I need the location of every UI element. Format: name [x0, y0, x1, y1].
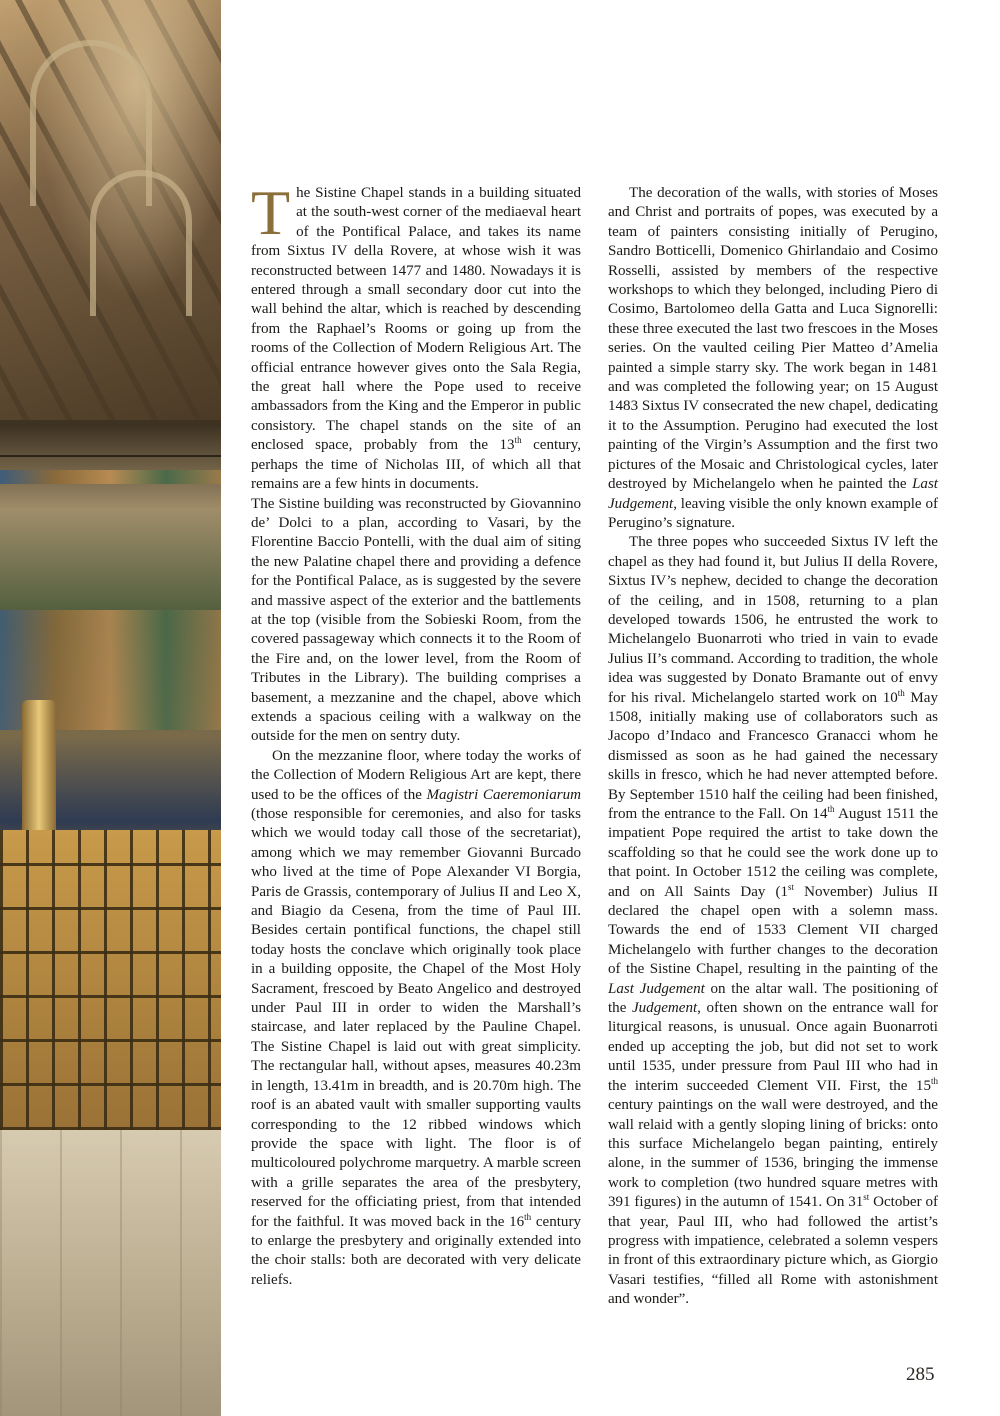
text-run: century to enlarge the presbytery and originally extended into the choir stalls: both are decorated with very delicate reliefs. [251, 1213, 581, 1288]
ordinal-suffix: th [897, 687, 905, 698]
marble-screen-reliefs [0, 1130, 221, 1416]
ordinal-suffix: st [863, 1192, 870, 1203]
text-run: century, perhaps the time of Nicholas III, of which all that remains are a few hints in documents. [251, 437, 581, 493]
ordinal-suffix: th [930, 1075, 938, 1086]
text-run: The three popes who succeeded Sixtus IV left the chapel as they had found it, but Julius II della Rovere, Sixtus IV’s nephew, decided to change the decoration of the ceiling, and in 1508, returning to a plan developed towards 1506, he entrusted the work to Michelangelo Buonarroti who tried in vain to evade Julius II’s command. According to tradition, the whole idea was suggested by Donato Bramante out of envy for his rival. Michelangelo started work on 10 [608, 534, 938, 706]
text-run: The decoration of the walls, with stories of Moses and Christ and portraits of popes, was executed by a team of painters consisting initially of Perugino, Sandro Botticelli, Domenico Ghirlandaio and Cosimo Rosselli, assisted by members of the respective workshops to which they belonged, including Piero di Cosimo, Bartolomeo della Gatta and Luca Signorelli: these three executed the last two frescoes in the Moses series. On the vaulted ceiling Pier Matteo d’Amelia painted a simple starry sky. The work began in 1481 and was completed the following year; on 15 August 1483 Sixtus IV consecrated the new chapel, dedicating it to the Assumption. Perugino had executed the lost painting of the Virgin’s Assumption and the first two pictures of the Mosaic and Christological cycles, later destroyed by Michelangelo when he painted the [608, 185, 938, 493]
paragraph [251, 747, 581, 1290]
paragraph [251, 177, 581, 495]
paragraph [608, 533, 938, 1309]
text-run: November) Julius II declared the chapel open with a solemn mass. Towards the end of 1533 Clement VII charged Michelangelo with further changes to the decoration of the Sistine Chapel, resulting in the painting of the [608, 883, 938, 978]
paragraph [608, 184, 938, 533]
page-number: 285 [906, 1364, 935, 1385]
walkway-railing [0, 455, 221, 457]
ordinal-suffix: th [514, 435, 522, 446]
text-run: , leaving visible the only known example of Perugino’s signature. [608, 495, 938, 531]
text-run: On the mezzanine floor, where today the works of the Collection of Modern Religious Art are kept, there used to be the offices of the [251, 747, 581, 803]
text-column-left [251, 177, 581, 1290]
text-run: (those responsible for ceremonies, and also for tasks which we would today call those of the secretariat), among which we may remember Giovanni Burcado who lived at the time of Pope Alexander VI Borgia, Paris de Grassis, contemporary of Julius II and Leo X, and Biagio da Cesena, from the time of Paul III. Besides certain pontifical functions, the chapel still today hosts the conclave which originally took place in a building opposite, the Chapel of the Most Holy Sacrament, frescoed by Beato Angelico and destroyed under Paul III in order to widen the Marshall’s staircase, and later replaced by the Pauline Chapel. The Sistine Chapel is laid out with great simplicity. The rectangular hall, without apses, measures 40.23m in length, 13.41m in breadth, and is 20.70m high. The roof is an abated vault with smaller supporting vaults corresponding to the 12 ribbed windows which provide the space with light. The floor is of multicoloured polychrome marquetry. A marble screen with a grille separates the area of the presbytery, reserved for the officiating priest, from that intended for the faithful. It was moved back in the 16 [251, 806, 581, 1230]
paragraph-text [608, 185, 938, 531]
window-arch [90, 170, 192, 316]
paragraph [251, 495, 581, 747]
text-column-right [608, 184, 938, 1310]
text-run: on the altar wall. The positioning of the [608, 980, 938, 1017]
italic-title: Magistri Caeremoniarum [426, 786, 581, 803]
text-run: May 1508, initially making use of collaborators such as Jacopo d’Indaco and Francesco Granacci whom he dismissed as soon as he had gained the necessary skills in fresco, which he had never attempted before. By September 1510 half the ceiling had been finished, from the entrance to the Fall. On 14 [608, 689, 938, 822]
marble-screen-grille [0, 830, 221, 1130]
paragraph-text [251, 177, 581, 493]
sistine-chapel-photo [0, 0, 221, 1416]
text-run: , often shown on the entrance wall for liturgical reasons, is unusual. Once again Buonarroti ended up accepting the job, but did not set to work until 1535, under pressure from Paul III who had in the interim succeeded Clement VII. First, the 15 [608, 1000, 938, 1094]
paragraph-text [608, 534, 938, 1307]
fresco-frieze [0, 470, 221, 484]
text-run: he Sistine Chapel stands in a building situated at the south-west corner of the mediaeval heart of the Pontifical Palace, and takes its name from Sixtus IV della Rovere, at whose wish it was reconstructed between 1477 and 1480. Nowadays it is entered through a small secondary door cut into the wall behind the altar, which is reached by descending from the Raphael’s Rooms or going up from the rooms of the Collection of Modern Religious Art. The official entrance however gives onto the Sala Regia, the great hall where the Pope used to receive ambassadors from the King and the Emperor in public consistory. The chapel stands on the site of an enclosed space, probably from the 13 [251, 185, 581, 454]
text-run: The Sistine building was reconstructed by Giovannino de’ Dolci to a plan, according to Vasari, by the Florentine Baccio Pontelli, with the dual aim of siting the new Palatine chapel there and providing a defence for the Pontifical Palace, as is suggested by the severe and massive aspect of the exterior and the battlements at the top (visible from the Sobieski Room, from the covered passageway which connects it to the Room of the Fire and, on the lower level, from the Room of Tributes in the Library). The building comprises a basement, a mezzanine and the chapel, above which extends a spacious ceiling with a walkway on the outside for the men on sentry duty. [251, 495, 581, 745]
italic-title: Judgement [631, 1000, 698, 1017]
ordinal-suffix: th [524, 1211, 532, 1222]
paragraph-text [251, 748, 581, 1288]
drop-cap: T [251, 177, 291, 248]
ordinal-suffix: th [827, 803, 835, 814]
paragraph-text [251, 496, 581, 745]
text-run: century paintings on the wall were destroyed, and the wall relaid with a gently sloping lining of bricks: onto this surface Michelangelo began painting, entirely alone, in the summer of 1536, bringing the immense work to completion (two hundred square metres with 391 figures) in the autumn of 1541. On 31 [608, 1097, 938, 1211]
text-run: October of that year, Paul III, who had followed the artist’s progress with impatience, celebrated a solemn vespers in front of this extraordinary picture which, as Giorgio Vasari testifies, “filled all Rome with astonishment and wonder”. [608, 1194, 938, 1308]
text-run: August 1511 the impatient Pope required the artist to take down the scaffolding so that he could see the work done up to that point. In October 1512 the ceiling was complete, and on All Saints Day (1 [608, 806, 939, 900]
italic-title: Last Judgement [608, 476, 938, 512]
italic-title: Last Judgement [608, 980, 705, 997]
ordinal-suffix: st [788, 881, 795, 892]
